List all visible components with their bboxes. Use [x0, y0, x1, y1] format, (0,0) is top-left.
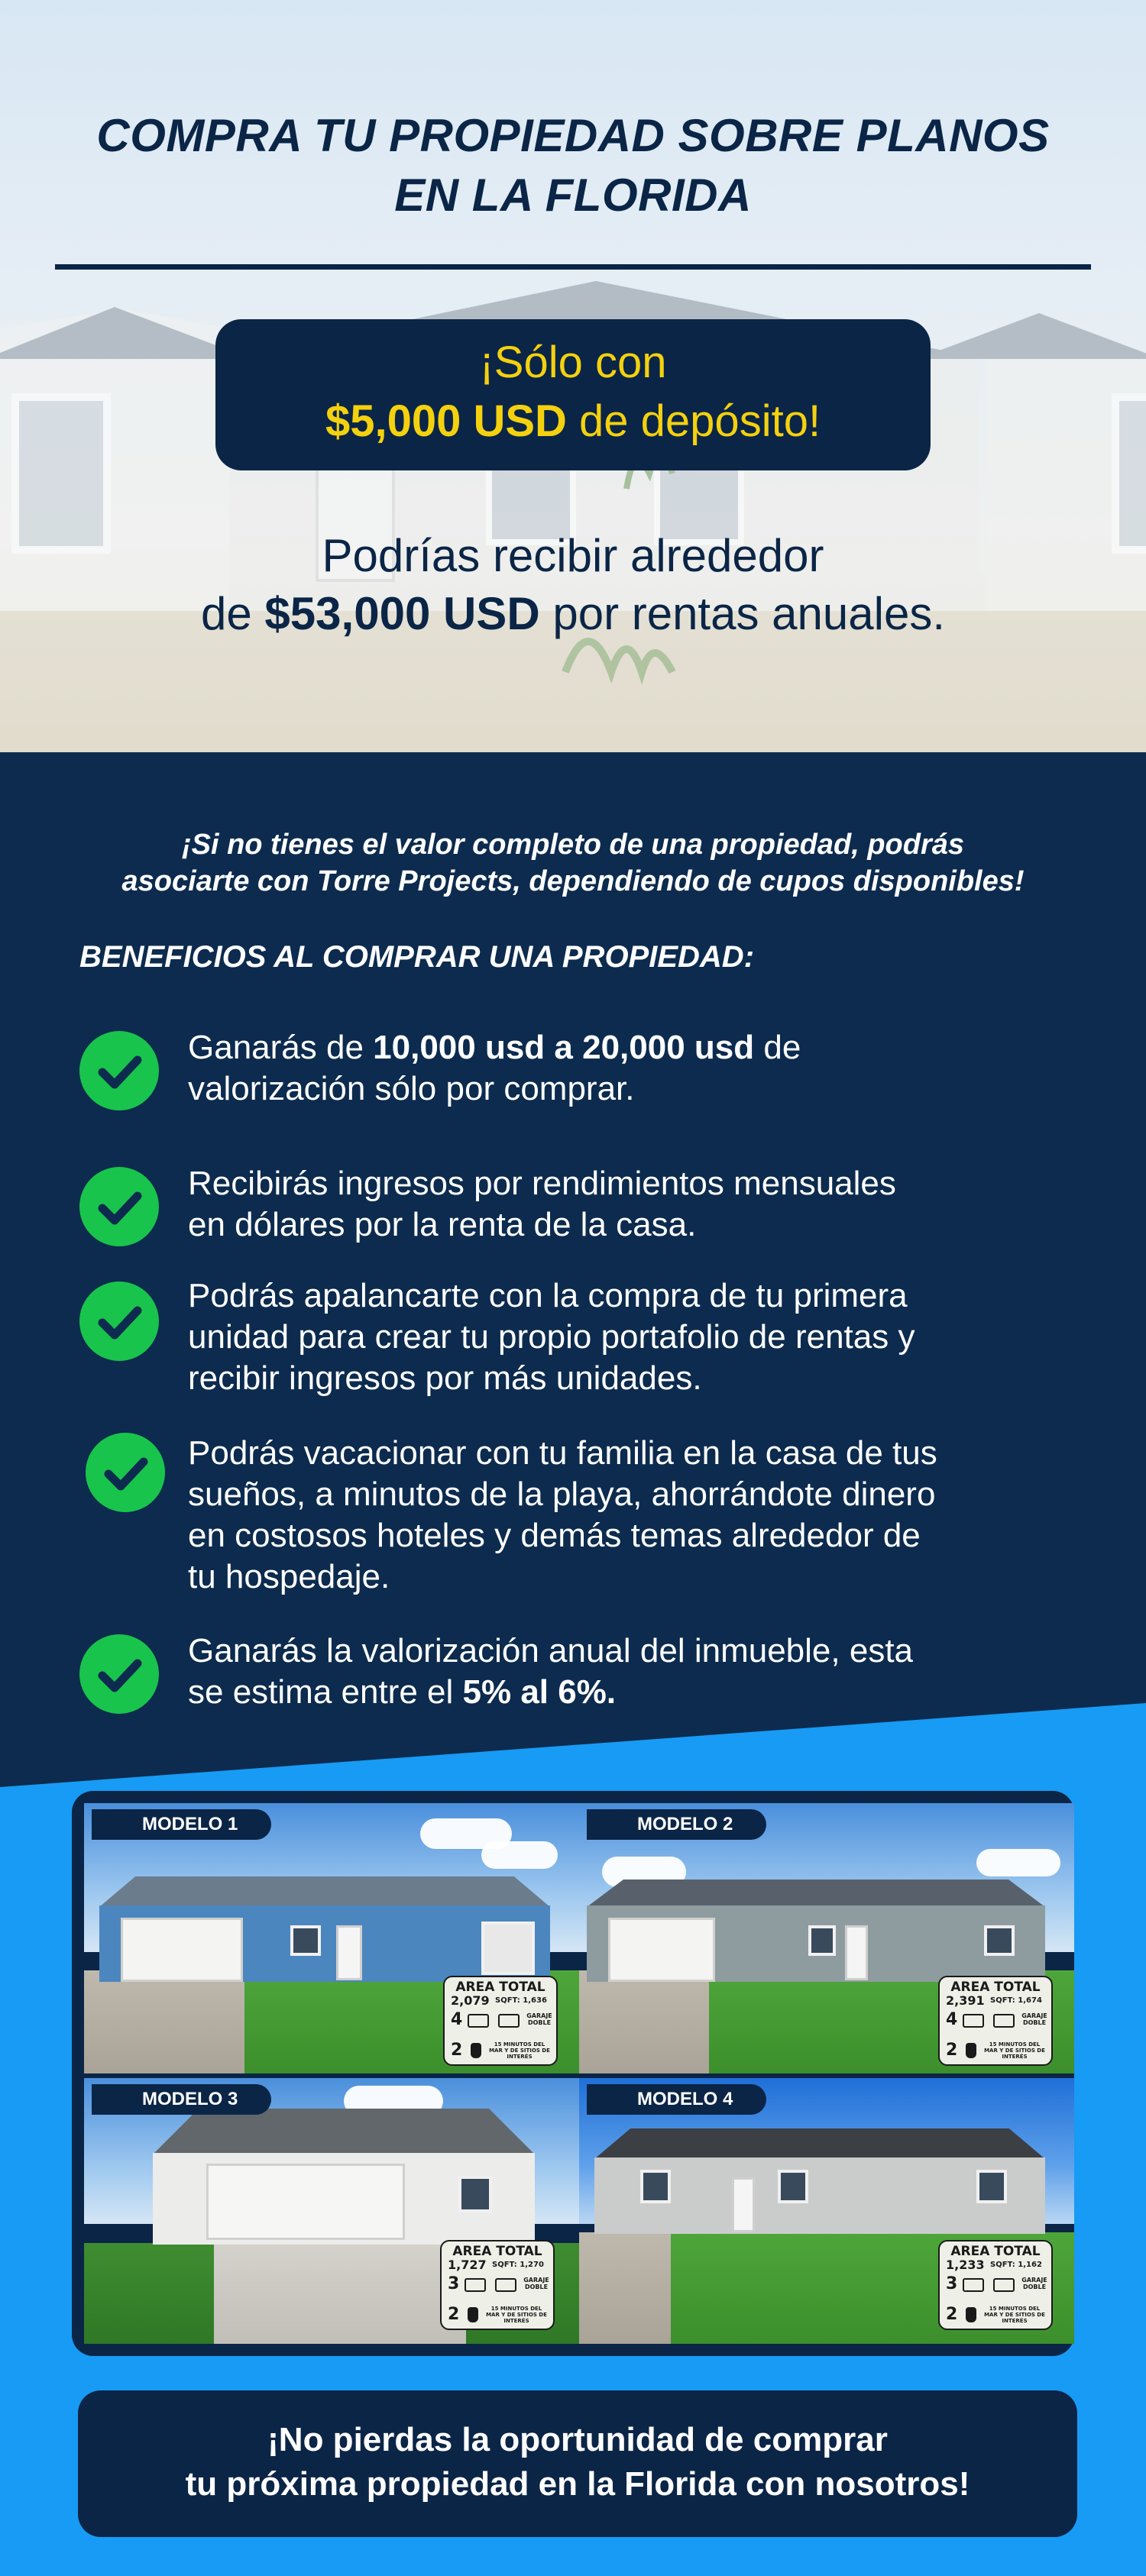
front-door — [845, 1925, 868, 1980]
bedrooms-count: 3 — [946, 2274, 958, 2293]
bed-icon — [963, 2014, 984, 2028]
model-card[interactable] — [579, 1803, 1074, 2073]
spec-card — [938, 2240, 1053, 2330]
spec-card — [443, 1976, 558, 2066]
distance-label: 15 MINUTOS DEL MAR Y DE SITIOS DE INTERÉS — [489, 2041, 550, 2060]
distance-label: 15 MINUTOS DEL MAR Y DE SITIOS DE INTERÉS — [486, 2306, 547, 2324]
sqft-value: SQFT: 1,270 — [492, 2261, 544, 2269]
rent-line-2 — [0, 585, 1146, 643]
cloud — [976, 1849, 1060, 1876]
driveway — [214, 2243, 466, 2344]
check-icon — [79, 1031, 159, 1110]
rent-prefix: de — [201, 588, 265, 639]
benefit-4-line-3: en costosos hoteles y demás temas alrededor de — [188, 1517, 921, 1554]
benefit-3-line-2: unidad para crear tu propio portafolio de rentas y — [188, 1318, 915, 1356]
model-label: MODELO 2 — [587, 1809, 766, 1840]
garage-door — [206, 2164, 405, 2240]
garage-label: GARAJE DOBLE — [1021, 2012, 1047, 2026]
deposit-line-1: ¡Sólo con — [479, 338, 667, 387]
garage-label: GARAJE DOBLE — [523, 2277, 549, 2290]
sqft-value: SQFT: 1,636 — [495, 1996, 547, 2005]
area-value: 2,079 — [451, 1993, 490, 2008]
model-card[interactable] — [579, 2078, 1074, 2344]
cta-line-2: tu próxima propiedad en la Florida con nosotros! — [185, 2465, 970, 2503]
toilet-icon — [966, 2307, 976, 2322]
bedrooms-count: 4 — [946, 2010, 958, 2029]
distance-label: 15 MINUTOS DEL MAR Y DE SITIOS DE INTERÉS — [984, 2306, 1045, 2324]
cloud — [481, 1841, 558, 1869]
bedrooms-count: 3 — [448, 2274, 460, 2293]
area-title: AREA TOTAL — [452, 2244, 542, 2259]
front-door — [336, 1925, 362, 1980]
partner-notice-line-2: asociarte con Torre Projects, dependiendo de cupos disponibles! — [121, 865, 1025, 897]
check-icon — [79, 1167, 159, 1246]
bedrooms-count: 4 — [451, 2010, 463, 2029]
rent-line-1: Podrías recibir alrededor — [322, 530, 824, 581]
spec-card — [938, 1976, 1053, 2066]
area-title: AREA TOTAL — [950, 1980, 1041, 1995]
driveway — [84, 1970, 244, 2073]
bed-icon — [963, 2278, 984, 2292]
model-label: MODELO 4 — [587, 2084, 766, 2115]
sqft-value: SQFT: 1,674 — [990, 1996, 1042, 2005]
check-icon — [86, 1433, 165, 1512]
benefit-4-line-4: tu hospedaje. — [188, 1558, 390, 1595]
window — [984, 1925, 1015, 1956]
window — [808, 1925, 836, 1956]
bed-icon — [468, 2014, 489, 2028]
check-icon — [79, 1282, 159, 1361]
benefit-2-line-2: en dólares por la renta de la casa. — [188, 1206, 697, 1243]
hero-banner — [0, 0, 1146, 752]
deposit-suffix: de depósito! — [566, 396, 821, 446]
deposit-banner — [215, 319, 931, 470]
distance-label: 15 MINUTOS DEL MAR Y DE SITIOS DE INTERÉS — [984, 2041, 1045, 2060]
sqft-value: SQFT: 1,162 — [990, 2261, 1042, 2269]
benefit-1-line-2: valorización sólo por comprar. — [188, 1070, 635, 1107]
window — [640, 2170, 671, 2203]
roof — [99, 1876, 550, 1907]
driveway — [579, 2232, 671, 2344]
cta-line-1: ¡No pierdas la oportunidad de comprar — [267, 2421, 888, 2458]
car-icon — [993, 2014, 1015, 2028]
model-card[interactable] — [84, 1803, 579, 2073]
deposit-amount: $5,000 USD — [325, 396, 567, 446]
area-value: 2,391 — [946, 1993, 985, 2008]
area-value: 1,727 — [448, 2258, 487, 2272]
bathrooms-count: 2 — [448, 2305, 460, 2324]
roof — [587, 1879, 1045, 1907]
rent-amount: $53,000 USD — [264, 588, 540, 639]
bathrooms-count: 2 — [946, 2041, 958, 2060]
cta-banner[interactable] — [78, 2390, 1077, 2537]
car-icon — [495, 2278, 516, 2292]
title-divider — [55, 264, 1091, 270]
garage-label: GARAJE DOBLE — [1021, 2277, 1047, 2290]
model-label: MODELO 3 — [92, 2084, 271, 2115]
window — [778, 2170, 808, 2203]
garage-label: GARAJE DOBLE — [526, 2012, 552, 2026]
roof — [594, 2128, 1045, 2159]
window — [290, 1925, 321, 1956]
toilet-icon — [468, 2307, 478, 2322]
rent-suffix: por rentas anuales. — [539, 588, 945, 639]
benefit-1-highlight: 10,000 usd a 20,000 usd — [373, 1029, 755, 1066]
area-title: AREA TOTAL — [455, 1980, 545, 1995]
bed-icon — [465, 2278, 486, 2292]
model-label: MODELO 1 — [92, 1809, 271, 1840]
model-card[interactable] — [84, 2078, 579, 2344]
toilet-icon — [966, 2043, 976, 2058]
bathrooms-count: 2 — [946, 2305, 958, 2324]
models-gallery — [72, 1791, 1074, 2356]
benefit-5-line-1: Ganarás la valorización anual del inmueble, esta — [188, 1632, 914, 1669]
partner-notice-line-1: ¡Si no tienes el valor completo de una propiedad, podrás — [181, 829, 965, 861]
benefit-4-line-1: Podrás vacacionar con tu familia en la casa de tus — [188, 1434, 937, 1472]
benefit-1-text-a: Ganarás de — [188, 1029, 374, 1066]
benefit-3-line-3: recibir ingresos por más unidades. — [188, 1359, 702, 1397]
window — [976, 2170, 1007, 2203]
benefit-5-text-a: se estima entre el — [188, 1673, 463, 1711]
garage-door — [608, 1918, 715, 1982]
benefit-2-line-1: Recibirás ingresos por rendimientos mensuales — [188, 1165, 896, 1202]
deposit-line-2 — [215, 393, 931, 451]
driveway — [579, 1970, 709, 2073]
benefit-1-text-c: de — [754, 1029, 801, 1066]
area-value: 1,233 — [946, 2258, 985, 2272]
roof — [153, 2109, 535, 2154]
garage-door — [121, 1918, 243, 1982]
benefit-4-line-2: sueños, a minutos de la playa, ahorrándote dinero — [188, 1475, 936, 1513]
benefit-5-highlight: 5% al 6%. — [462, 1673, 617, 1711]
benefit-1-line-1 — [188, 1027, 801, 1068]
window — [458, 2176, 492, 2212]
benefit-5-line-2 — [188, 1672, 616, 1713]
page-title-line-1: COMPRA TU PROPIEDAD SOBRE PLANOS — [96, 110, 1050, 161]
bathrooms-count: 2 — [451, 2041, 463, 2060]
benefit-3-line-1: Podrás apalancarte con la compra de tu primera — [188, 1277, 908, 1314]
front-door — [732, 2177, 755, 2232]
check-icon — [79, 1634, 159, 1714]
car-icon — [498, 2014, 520, 2028]
window — [481, 1921, 535, 1975]
area-title: AREA TOTAL — [950, 2244, 1041, 2259]
benefits-heading: BENEFICIOS AL COMPRAR UNA PROPIEDAD: — [79, 940, 755, 974]
page-title-line-2: EN LA FLORIDA — [394, 170, 752, 221]
spec-card — [440, 2240, 555, 2330]
car-icon — [993, 2278, 1015, 2292]
toilet-icon — [471, 2043, 481, 2058]
